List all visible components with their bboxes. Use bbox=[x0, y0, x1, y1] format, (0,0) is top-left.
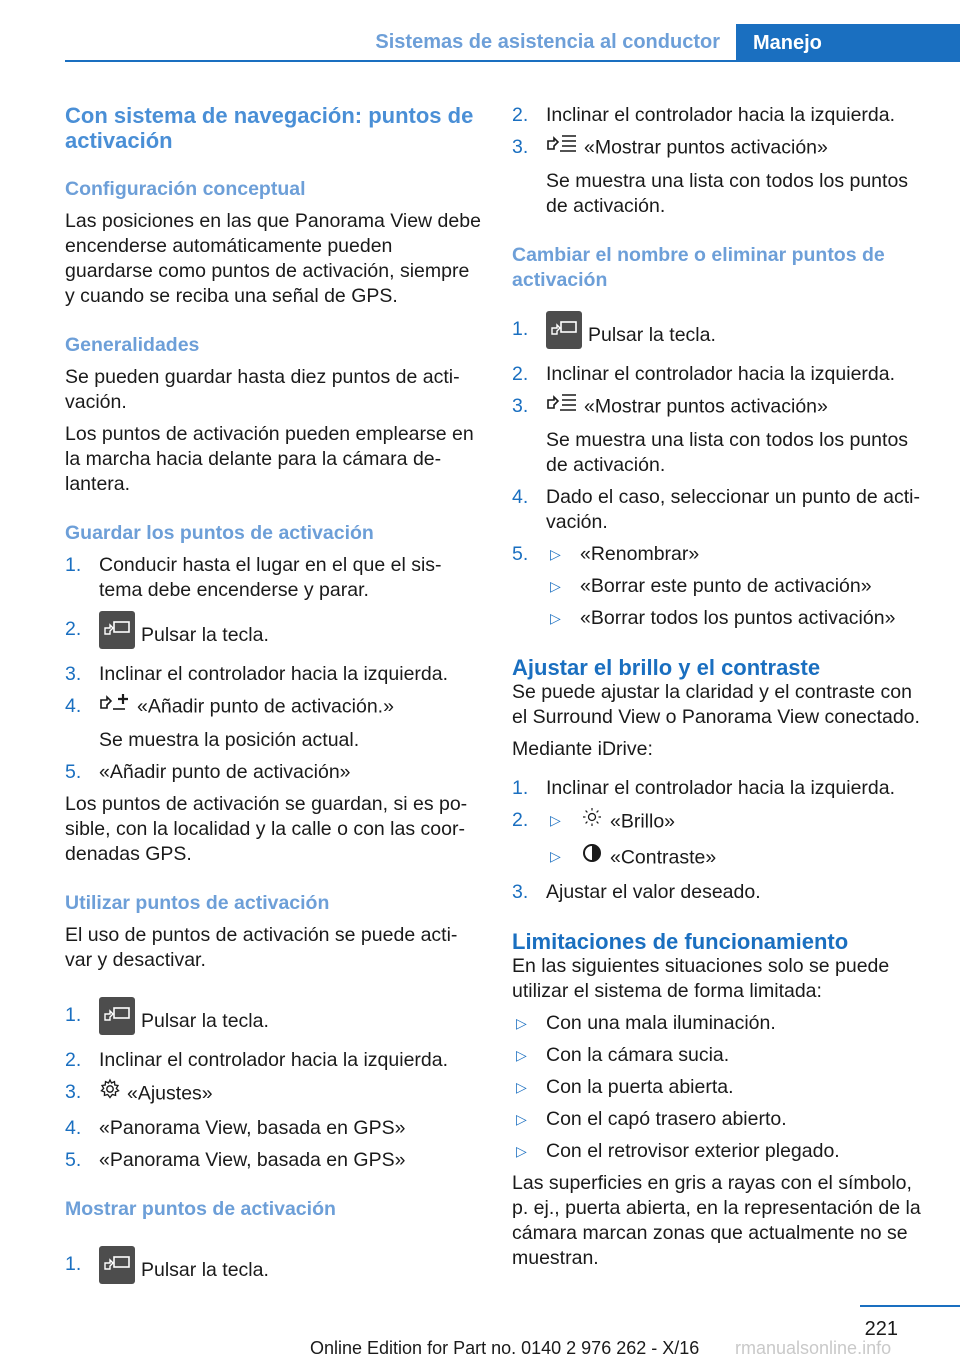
bullet-text: Con el capó trasero abierto. bbox=[546, 1108, 787, 1130]
header-chapter-tab: Manejo bbox=[736, 24, 960, 62]
list-item bbox=[512, 880, 932, 905]
list-item bbox=[512, 1011, 932, 1036]
brightness-idrive: Mediante iDrive: bbox=[512, 738, 653, 760]
sub-bullet bbox=[546, 606, 932, 631]
list-item bbox=[512, 606, 932, 631]
list-item bbox=[65, 662, 483, 687]
step-number: 3. bbox=[512, 881, 529, 903]
step-number: 2. bbox=[512, 363, 529, 385]
step-number: 3. bbox=[65, 663, 82, 685]
triangle-bullet-icon: ▷ bbox=[516, 1079, 527, 1095]
watermark-text: rmanualsonline.info bbox=[735, 1338, 892, 1358]
general-text-1: Se pueden guardar hasta diez puntos de acti‐vación. bbox=[65, 366, 460, 413]
header-rule bbox=[65, 60, 960, 62]
page-number: 221 bbox=[864, 1318, 898, 1340]
step-text: Inclinar el controlador hacia la izquierda. bbox=[546, 777, 896, 799]
list-item bbox=[512, 485, 932, 535]
footer-rule bbox=[860, 1305, 960, 1307]
general-text-2: Los puntos de activación pueden emplearse en la marcha hacia delante para la cámara de‐lantera. bbox=[65, 423, 474, 495]
list-item bbox=[512, 394, 932, 478]
sub-bullet bbox=[546, 574, 932, 599]
step-number: 3. bbox=[512, 136, 529, 158]
step-number: 2. bbox=[512, 809, 529, 831]
step-number: 1. bbox=[65, 554, 82, 576]
camera-button-icon bbox=[546, 311, 582, 349]
step-number: 4. bbox=[512, 486, 529, 508]
step-text: Dado el caso, seleccionar un punto de acti‐vación. bbox=[546, 486, 920, 533]
step-number: 4. bbox=[65, 695, 82, 717]
list-points-icon bbox=[546, 133, 578, 160]
step-number: 2. bbox=[65, 1049, 82, 1071]
heading-rename: Cambiar el nombre o eliminar puntos de activación bbox=[512, 244, 885, 291]
heading-use: Utilizar puntos de activación bbox=[65, 892, 330, 914]
list-item bbox=[512, 1075, 932, 1100]
bullet-text: «Borrar todos los puntos activación» bbox=[580, 607, 896, 629]
step-text: «Mostrar puntos activación» bbox=[584, 136, 828, 159]
sub-bullet bbox=[546, 542, 932, 567]
step-number: 3. bbox=[512, 395, 529, 417]
heading-concept: Configuración conceptual bbox=[65, 178, 306, 200]
list-item bbox=[512, 1107, 932, 1132]
list-item bbox=[65, 553, 483, 603]
step-text: Inclinar el controlador hacia la izquierda. bbox=[99, 663, 449, 685]
list-item bbox=[512, 542, 932, 567]
heading-show: Mostrar puntos de activación bbox=[65, 1198, 336, 1220]
triangle-bullet-icon: ▷ bbox=[516, 1111, 527, 1127]
step-number: 1. bbox=[512, 777, 529, 799]
limitations-note: Las superficies en gris a rayas con el símbolo, p. ej., puerta abierta, en la representación de la cámara marcan zonas que actualmente no se muestran. bbox=[512, 1172, 921, 1269]
step-text: Inclinar el controlador hacia la izquierda. bbox=[546, 104, 896, 126]
add-point-icon bbox=[99, 692, 131, 719]
triangle-bullet-icon: ▷ bbox=[550, 578, 561, 594]
concept-text: Las posiciones en las que Panorama View debe encenderse automáticamente pueden guardarse como puntos de activación, siempre y cuando se reciba una señal de GPS. bbox=[65, 210, 481, 307]
list-item bbox=[512, 776, 932, 801]
step-number: 4. bbox=[65, 1117, 82, 1139]
bullet-text: Con la cámara sucia. bbox=[546, 1044, 730, 1066]
triangle-bullet-icon: ▷ bbox=[516, 1015, 527, 1031]
step-continuation: Se muestra una lista con todos los puntos de activación. bbox=[546, 429, 909, 476]
sub-bullet bbox=[546, 808, 932, 837]
edition-text: Online Edition for Part no. 0140 2 976 262 - X/16 bbox=[310, 1338, 700, 1358]
heading-brightness: Ajustar el brillo y el contraste bbox=[512, 655, 821, 680]
section-title-activation-points: Con sistema de navegación: puntos de activación bbox=[65, 103, 474, 153]
step-text: Pulsar la tecla. bbox=[141, 1010, 269, 1033]
sub-bullet bbox=[546, 844, 932, 873]
step-continuation: Se muestra una lista con todos los puntos de activación. bbox=[546, 170, 909, 217]
use-text: El uso de puntos de activación se puede acti‐var y desactivar. bbox=[65, 924, 458, 971]
step-text: «Mostrar puntos activación» bbox=[584, 395, 828, 418]
triangle-bullet-icon: ▷ bbox=[550, 812, 561, 828]
list-item bbox=[512, 844, 932, 873]
list-item bbox=[512, 317, 932, 355]
triangle-bullet-icon: ▷ bbox=[516, 1047, 527, 1063]
bullet-text: Con el retrovisor exterior plegado. bbox=[546, 1140, 840, 1162]
step-text: «Añadir punto de activación» bbox=[99, 761, 351, 783]
list-item bbox=[65, 760, 483, 785]
step-number: 3. bbox=[65, 1081, 82, 1103]
bullet-text: Con una mala iluminación. bbox=[546, 1012, 776, 1034]
camera-button-icon bbox=[99, 997, 135, 1035]
list-item bbox=[512, 574, 932, 599]
brightness-text: Se puede ajustar la claridad y el contraste con el Surround View o Panorama View conectado. bbox=[512, 681, 920, 728]
step-text: Pulsar la tecla. bbox=[141, 1259, 269, 1282]
bullet-text: «Renombrar» bbox=[580, 543, 700, 565]
list-item bbox=[512, 103, 932, 128]
heading-save: Guardar los puntos de activación bbox=[65, 522, 374, 544]
brightness-icon bbox=[580, 806, 604, 835]
list-item bbox=[65, 617, 483, 655]
list-item bbox=[512, 362, 932, 387]
step-text: «Añadir punto de activación.» bbox=[137, 695, 394, 718]
triangle-bullet-icon: ▷ bbox=[550, 848, 561, 864]
list-item bbox=[512, 1139, 932, 1164]
list-item bbox=[512, 1043, 932, 1068]
bullet-text: Con la puerta abierta. bbox=[546, 1076, 734, 1098]
step-continuation: Se muestra la posición actual. bbox=[99, 729, 360, 751]
bullet-text: «Borrar este punto de activación» bbox=[580, 575, 872, 597]
step-number: 5. bbox=[65, 761, 82, 783]
list-item bbox=[512, 808, 932, 837]
step-text: Pulsar la tecla. bbox=[588, 324, 716, 347]
list-item bbox=[65, 1148, 483, 1173]
camera-button-icon bbox=[99, 611, 135, 649]
bullet-text: «Brillo» bbox=[610, 810, 676, 833]
heading-general: Generalidades bbox=[65, 334, 200, 356]
step-text: Inclinar el controlador hacia la izquierda. bbox=[99, 1049, 449, 1071]
left-column bbox=[65, 103, 483, 1297]
limitations-text: En las siguientes situaciones solo se puede utilizar el sistema de forma limitada: bbox=[512, 955, 890, 1002]
triangle-bullet-icon: ▷ bbox=[516, 1143, 527, 1159]
list-item bbox=[65, 1003, 483, 1041]
step-text: «Panorama View, basada en GPS» bbox=[99, 1117, 406, 1139]
contrast-icon bbox=[580, 842, 604, 871]
step-text: Conducir hasta el lugar en el que el sis‐tema debe encenderse y parar. bbox=[99, 554, 442, 601]
list-item bbox=[65, 1080, 483, 1109]
list-item bbox=[65, 1048, 483, 1073]
bullet-text: «Contraste» bbox=[610, 846, 717, 869]
step-number: 1. bbox=[65, 1004, 82, 1026]
step-number: 2. bbox=[65, 618, 82, 640]
header-section-title: Sistemas de asistencia al conductor bbox=[375, 31, 720, 53]
step-text: «Panorama View, basada en GPS» bbox=[99, 1149, 406, 1171]
step-text: Pulsar la tecla. bbox=[141, 624, 269, 647]
step-text: Ajustar el valor deseado. bbox=[546, 881, 761, 903]
right-column bbox=[512, 103, 932, 1278]
list-points-icon bbox=[546, 392, 578, 419]
list-item bbox=[512, 135, 932, 219]
list-item bbox=[65, 694, 483, 753]
step-number: 1. bbox=[65, 1253, 82, 1275]
list-item bbox=[65, 1116, 483, 1141]
list-item bbox=[65, 1252, 483, 1290]
step-number: 5. bbox=[512, 543, 529, 565]
triangle-bullet-icon: ▷ bbox=[550, 546, 561, 562]
gear-icon bbox=[99, 1078, 121, 1107]
step-number: 2. bbox=[512, 104, 529, 126]
step-text: Inclinar el controlador hacia la izquierda. bbox=[546, 363, 896, 385]
triangle-bullet-icon: ▷ bbox=[550, 610, 561, 626]
camera-button-icon bbox=[99, 1246, 135, 1284]
step-number: 1. bbox=[512, 318, 529, 340]
step-number: 5. bbox=[65, 1149, 82, 1171]
save-note: Los puntos de activación se guardan, si es po‐sible, con la localidad y la calle o con las coor‐denadas GPS. bbox=[65, 793, 468, 865]
step-text: «Ajustes» bbox=[127, 1082, 213, 1105]
heading-limitations: Limitaciones de funcionamiento bbox=[512, 929, 849, 954]
